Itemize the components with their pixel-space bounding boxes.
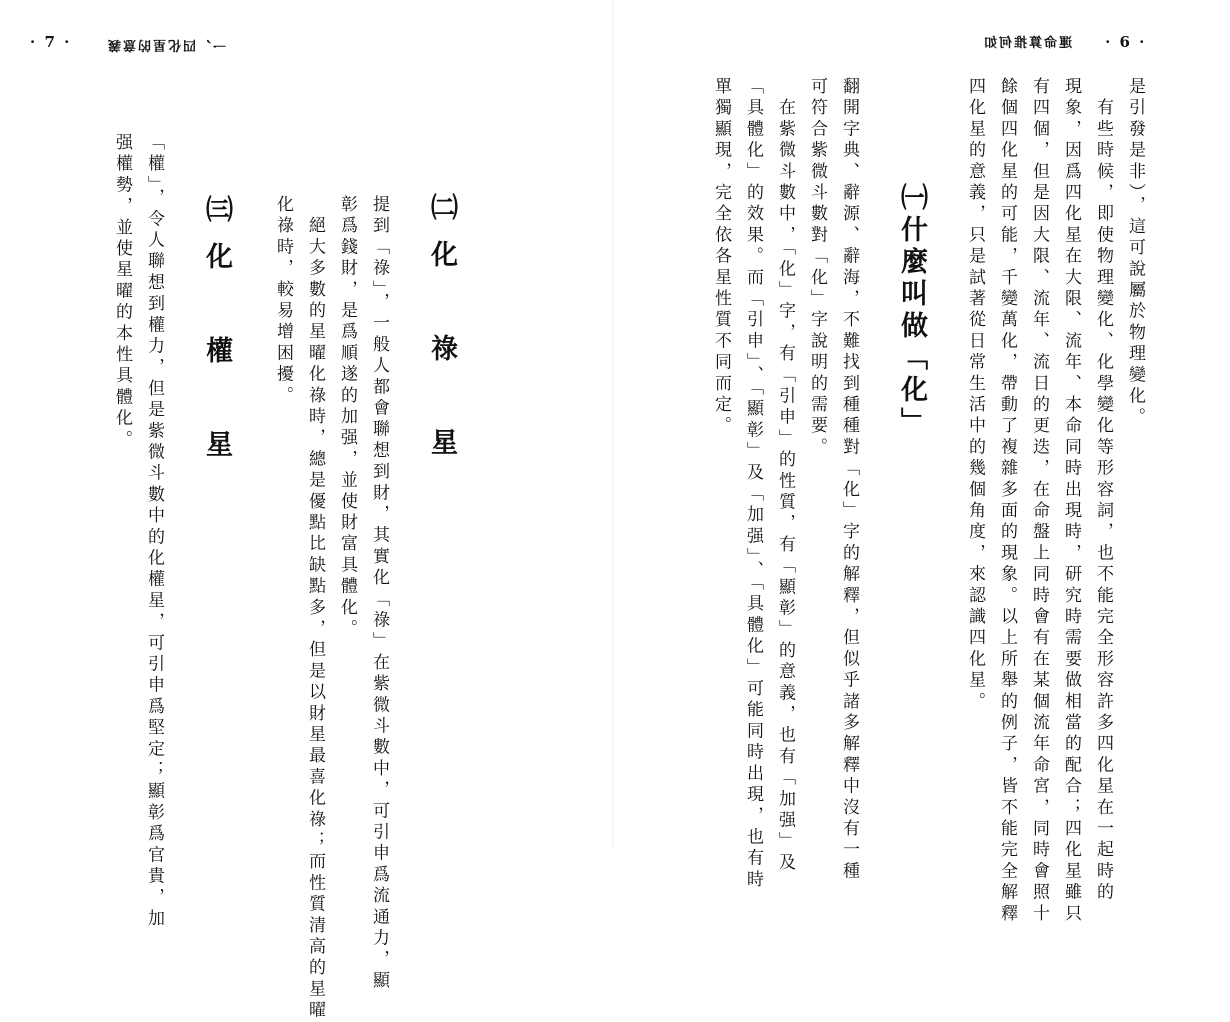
section-heading: ㈠什麼叫做「化」: [896, 183, 927, 439]
text-column: 單獨顯現，完全依各星性質不同而定。: [711, 77, 731, 438]
section-heading: ㈢化 權 星: [201, 195, 232, 477]
text-column: 翻開字典、辭源、辭海，不難找到種種對「化」字的解釋，但似乎諸多解釋中沒有一種: [839, 77, 859, 883]
text-column: 有四個，但是因大限、流年、流日的更迭，在命盤上同時會有在某個流年命宮，同時會照十: [1029, 77, 1049, 925]
text-column: 有些時候，即使物理變化、化學變化等形容詞，也不能完全形容許多四化星在一起時的: [1093, 77, 1113, 904]
text-column: 「具體化」的效果。而「引申」、「顯彰」及「加强」、「具體化」可能同時出現，也有時: [743, 77, 763, 891]
running-title: 一、四化星的意義: [106, 37, 227, 52]
text-column: 是引發是非），這可說屬於物理變化。: [1125, 77, 1145, 429]
text-column: 「權」，令人聯想到權力，但是紫微斗數中的化權星，可引申爲堅定；顯彰爲官貴，加: [144, 133, 164, 931]
right-page-header: [982, 34, 1146, 52]
text-column: 可符合紫微斗數對「化」字說明的需要。: [807, 77, 827, 459]
text-column: 現象，因爲四化星在大限、流年、本命同時出現時，研究時需要做相當的配合；四化星雖只: [1061, 77, 1081, 925]
text-column: 餘個四化星的可能，千變萬化，帶動了複雜多面的現象。以上所舉的例子，皆不能完全解釋: [997, 77, 1017, 925]
text-column: 彰爲錢財，是爲順遂的加强，並使財富具體化。: [337, 195, 357, 641]
text-column: 絕大多數的星曜化祿時，總是優點比缺點多，但是以財星最喜化祿；而性質清高的星曜: [305, 195, 325, 1022]
section-heading: ㈡化 祿 星: [426, 193, 457, 475]
left-page-header: [30, 34, 226, 52]
text-column: 提到「祿」，一般人都會聯想到財，其實化「祿」在紫微斗數中，可引申爲流通力，顯: [369, 195, 389, 993]
running-title: 運命算推何如: [982, 36, 1073, 51]
page-number: · 7 ·: [30, 33, 72, 51]
text-column: 在紫微斗數中，「化」字，有「引申」的性質，有「顯彰」的意義，也有「加强」及: [775, 77, 795, 875]
page-number: · 6 ·: [1105, 33, 1147, 51]
text-column: 四化星的意義，只是試著從日常生活中的幾個角度，來認識四化星。: [965, 77, 985, 713]
text-column: 化祿時，較易增困擾。: [273, 195, 293, 407]
page-gutter: [612, 0, 614, 848]
text-column: 强權勢，並使星曜的本性具體化。: [112, 133, 132, 451]
